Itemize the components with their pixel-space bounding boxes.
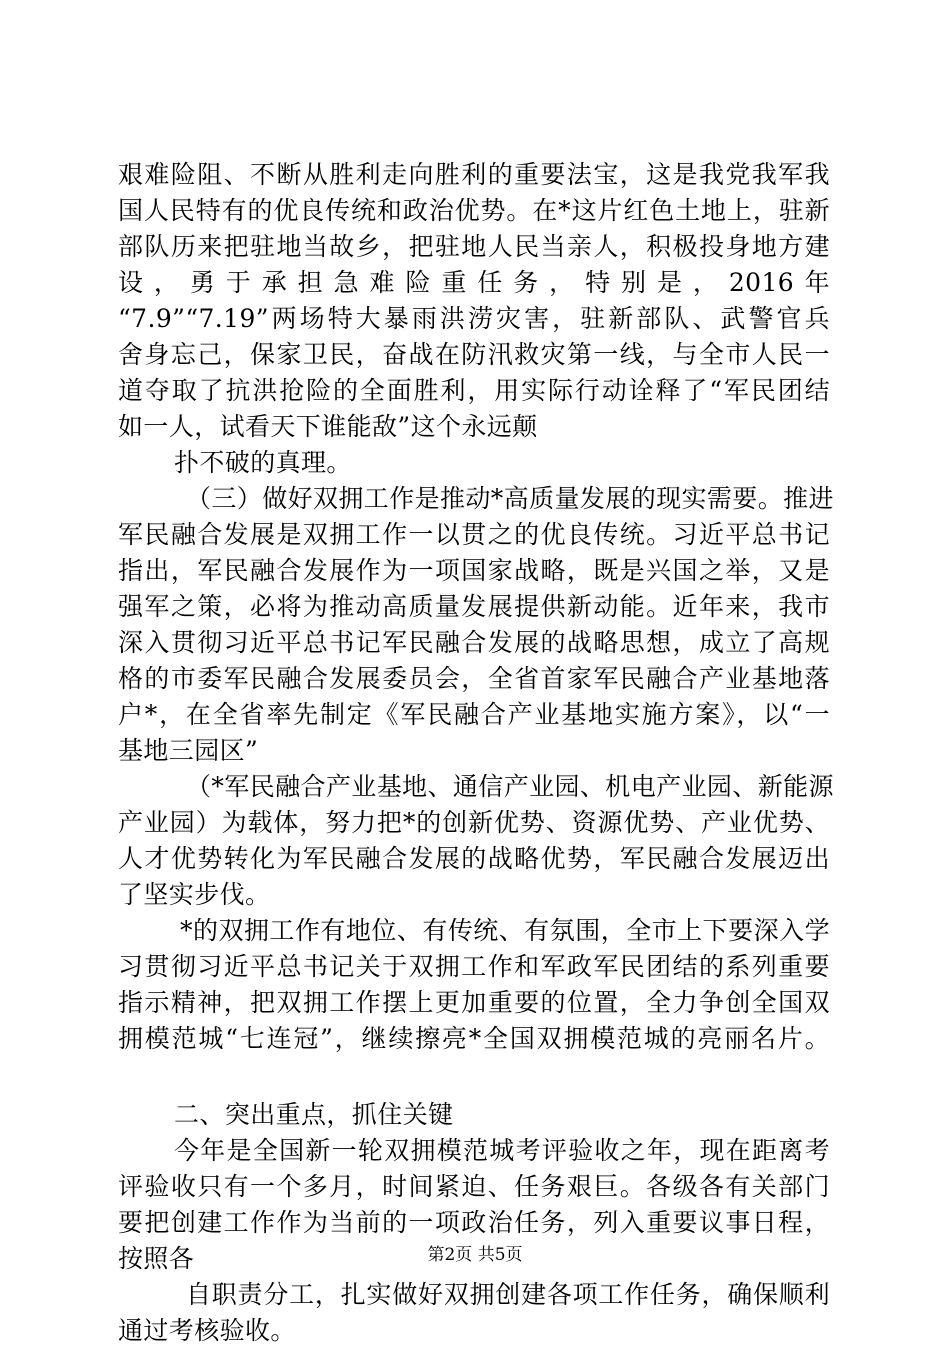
text-line: 评验收只有一个多月，时间紧迫、任务艰巨。各级各有关部门 (118, 1172, 830, 1201)
paragraph-summary (118, 913, 830, 1057)
text-line: 习贯彻习近平总书记关于双拥工作和军政军民团结的系列重要 (118, 952, 830, 981)
text-line: 产业园）为载体，努力把*的创新优势、资源优势、产业优势、 (118, 808, 830, 837)
text-line: 指出，军民融合发展作为一项国家战略，既是兴国之举，又是 (118, 556, 830, 585)
text-line: 国人民特有的优良传统和政治优势。在*这片红色土地上，驻新 (118, 196, 830, 225)
text-line: 人才优势转化为军民融合发展的战略优势，军民融合发展迈出 (118, 844, 830, 873)
text-line: 强军之策，必将为推动高质量发展提供新动能。近年来，我市 (118, 592, 830, 621)
text-line: 军民融合发展是双拥工作一以贯之的优良传统。习近平总书记 (118, 520, 830, 549)
text-line: 指示精神，把双拥工作摆上更加重要的位置，全力争创全国双 (118, 988, 830, 1017)
paragraph-fragment (118, 445, 830, 481)
text-line: 道夺取了抗洪抢险的全面胜利，用实际行动诠释了“军民团结 (118, 376, 830, 405)
text-line: 要把创建工作作为当前的一项政治任务，列入重要议事日程， (118, 1208, 830, 1237)
text-line: 扑不破的真理。 (174, 448, 352, 477)
text-line: （*军民融合产业基地、通信产业园、机电产业园、新能源 (186, 772, 834, 801)
text-line: 如一人，试看天下谁能敌”这个永远颠 (118, 412, 538, 441)
text-line: 格的市委军民融合发展委员会，全省首家军民融合产业基地落 (118, 664, 830, 693)
text-line: 户*，在全省率先制定《军民融合产业基地实施方案》，以“一 (118, 700, 830, 729)
text-line: 舍身忘己，保家卫民，奋战在防汛救灾第一线，与全市人民一 (118, 340, 830, 369)
text-line: 了坚实步伐。 (118, 880, 271, 909)
text-line: 自职责分工，扎实做好双拥创建各项工作任务，确保顺利 (186, 1280, 830, 1309)
text-line: 按照各 (118, 1244, 195, 1273)
text-line: *的双拥工作有地位、有传统、有氛围，全市上下要深入学 (180, 916, 830, 945)
text-line: “7.9”“7.19”两场特大暴雨洪涝灾害，驻新部队、武警官兵 (118, 304, 830, 333)
text-line: 部队历来把驻地当故乡，把驻地人民当亲人，积极投身地方建 (118, 232, 830, 261)
paragraph-continuation (118, 157, 830, 445)
paragraph-section-three (118, 481, 834, 769)
document-body (118, 157, 834, 1349)
section-heading: 二、突出重点，抓住关键 (174, 1100, 454, 1129)
text-line: 艰难险阻、不断从胜利走向胜利的重要法宝，这是我党我军我 (118, 160, 830, 189)
paragraph-duty (118, 1277, 830, 1349)
text-line: 设，勇于承担急难险重任务，特别是，2016年 (118, 268, 830, 297)
paragraph-gap (118, 1057, 830, 1097)
text-line: （三）做好双拥工作是推动*高质量发展的现实需要。推进 (186, 484, 834, 513)
text-line: 拥模范城“七连冠”，继续擦亮*全国双拥模范城的亮丽名片。 (118, 1024, 830, 1053)
paragraph-carrier (118, 769, 834, 913)
text-line: 通过考核验收。 (118, 1316, 296, 1345)
page-number-footer: 第2页 共5页 (427, 1245, 523, 1265)
text-line: 深入贯彻习近平总书记军民融合发展的战略思想，成立了高规 (118, 628, 830, 657)
text-line: 基地三园区” (118, 736, 259, 765)
text-line: 今年是全国新一轮双拥模范城考评验收之年，现在距离考 (174, 1136, 830, 1165)
